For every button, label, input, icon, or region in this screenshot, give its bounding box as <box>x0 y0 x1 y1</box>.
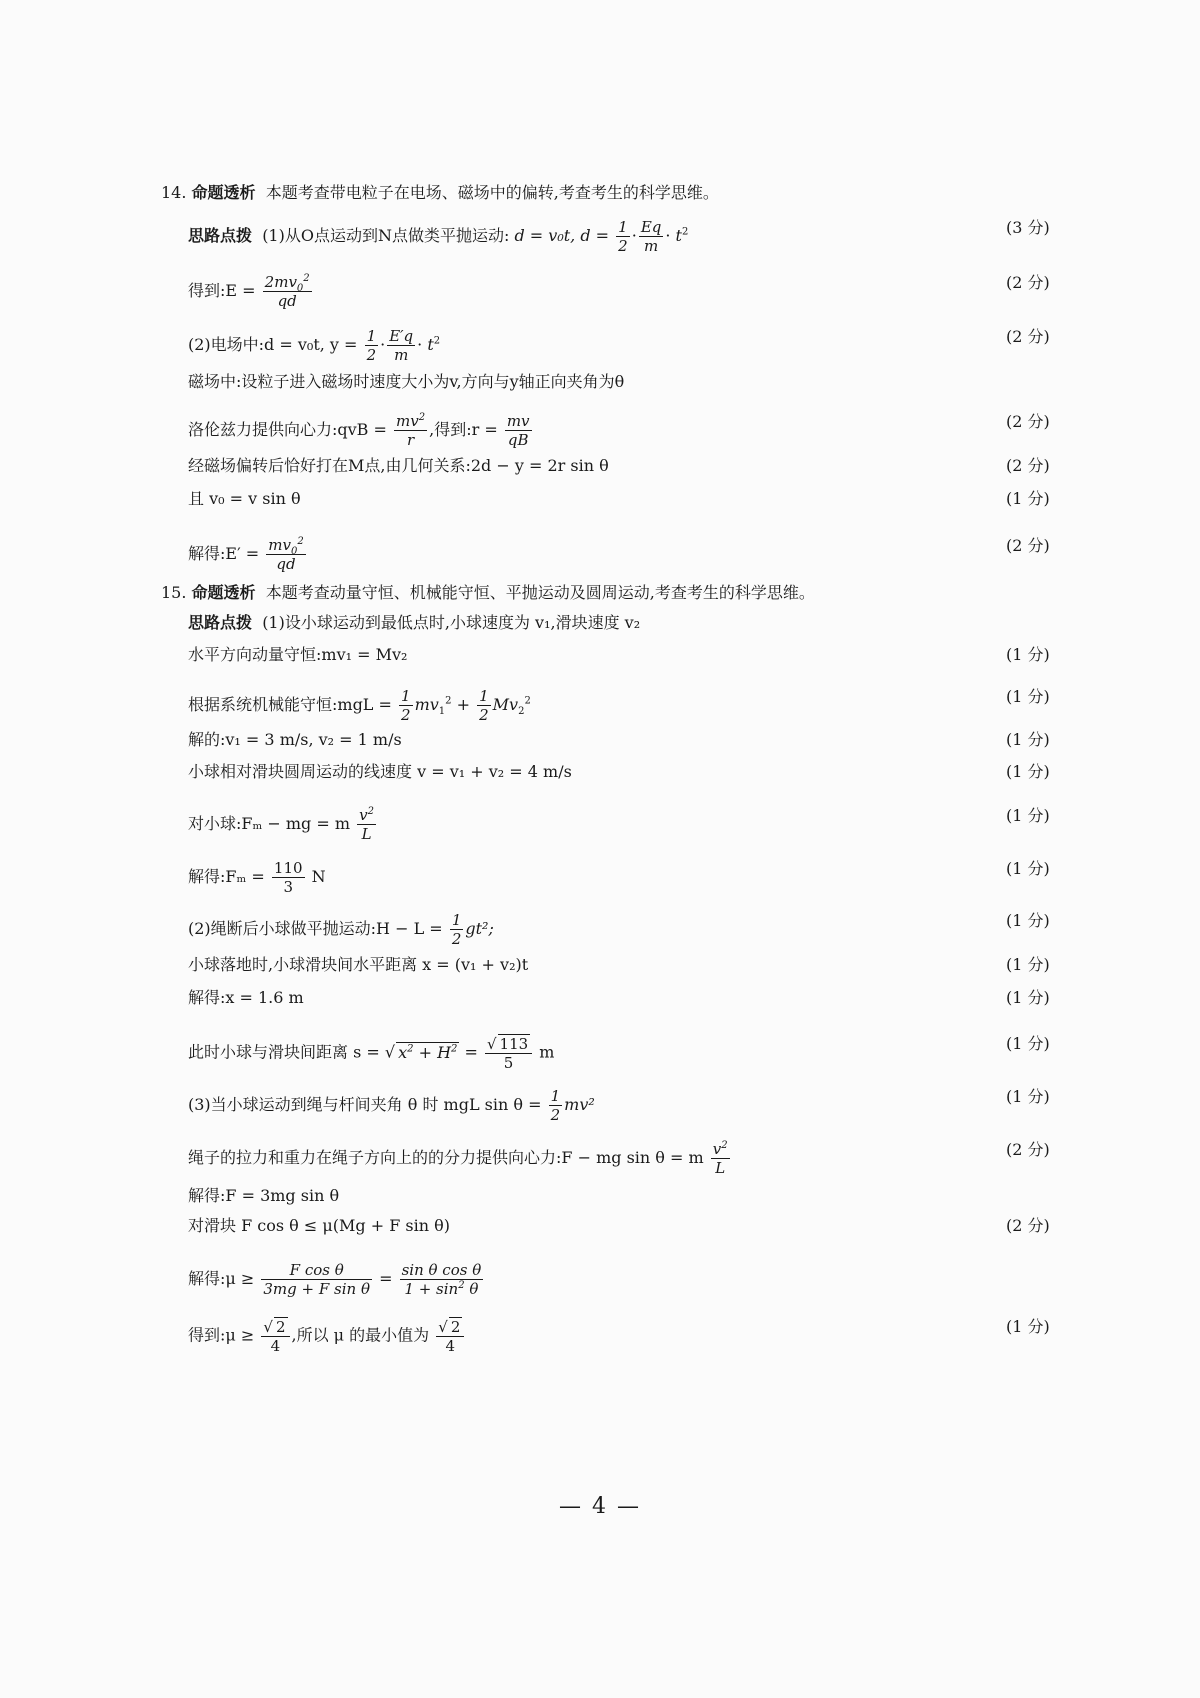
q15-line7-text: 解得:Fₘ = <box>188 867 265 886</box>
fraction: $\frac{2mv_0^2}{qd}$ <box>264 273 310 310</box>
fraction: $\frac{√ 2}{4}$ <box>436 1317 464 1355</box>
q15-line6-text: 对小球:Fₘ − mg = m <box>188 814 351 833</box>
fraction: $\frac{1}{2}$ <box>401 687 411 724</box>
q15-line3-text: 根据系统机械能守恒:mgL = <box>188 695 392 714</box>
q14-line5-text: 洛伦兹力提供向心力:qvB = <box>188 420 387 439</box>
score: (2 分) <box>1006 412 1050 431</box>
score: (1 分) <box>1006 762 1050 781</box>
score: (1 分) <box>1006 859 1050 878</box>
q14-line6-text: 经磁场偏转后恰好打在M点,由几何关系:2d − y = 2r sin θ <box>188 456 609 475</box>
score: (1 分) <box>1006 489 1050 508</box>
q15-number: 15. <box>161 583 187 602</box>
answer-page: 14. 命题透析 本题考查带电粒子在电场、磁场中的偏转,考查考生的科学思维。 思路点拨 (1)从O点运动到N点做类平抛运动: d = v₀t, d = $\frac{1}{2}$ · $\frac{Eq}{m}$ · $t^2$ (3 分) 得到:E = $\frac{2mv_0^2}{qd}$ (2 分) (2)电场中:d = v₀t, y = $\frac{1}{2}$ · $\frac{E'q}{m}$ · $t^2$ (2 分) 磁场中:设粒子进入磁场时速度大小为v,方向与y轴正向夹角为θ 洛伦兹力提供向心力:qvB = $\frac{mv^2}{r}$ ,得到:r = $\frac{mv}{qB}$ (2 分) 经磁场偏转后恰好打在M点,由几何关系:2d − y = 2r sin θ (2 分) 且 v₀ = v sin θ (1 分) 解得:E′ = $\frac{mv_0^2}{qd}$ (2 分) 15. 命题透析 本题考查动量守恒、机械能守恒、平抛运动及圆周运动,考查考生的科学思维。 思路点拨 (1)设小球运动到最低点时,小球速度为 v₁,滑块速度 v₂ 水平方向动量守恒:mv₁ = Mv₂ (1 分) 根据系统机械能守恒:mgL = $\frac{1}{2}$ $mv_1^2$ + $\frac{1}{2}$ $Mv_2^2$ (1 分) 解的:v₁ = 3 m/s, v₂ = 1 m/s (1 分) 小球相对滑块圆周运动的线速度 v = v₁ + v₂ = 4 m/s (1 分) 对小球:Fₘ − mg = m $\frac{v^2}{L}$ (1 分) 解得:Fₘ = $\frac{110}{3}$ N (1 分) (2)绳断后小球做平抛运动:H − L = $\frac{1}{2}$ gt²; (1 分) 小球落地时,小球滑块间水平距离 x = (v₁ + v₂)t (1 分) 解得:x = 1.6 m (1 分) 此时小球与滑块间距离 s = √ $x^2 + H^2$ = $\frac{√ 113}{5}$ m (1 分) (3)当小球运动到绳与杆间夹角 θ 时 mgL sin θ = $\frac{1}{2}$ mv² (1 分) 绳子的拉力和重力在绳子方向上的的分力提供向心力:F − mg sin θ = m $\frac{v^2}{L}$ (2 分) 解得:F = 3mg sin θ 对滑块 F cos θ ≤ μ(Mg + F sin θ) (2 分) 解得:μ ≥ $\frac{\text{F cos θ}}{\text{3mg + F sin θ}}$ = $\frac{\text{sin θ cos θ}}{1 + \sin^2 \theta}$ 得到:μ ≥ $\frac{√ 2}{4}$ ,所以 μ 的最小值为 $\frac{√ 2}{4}$ (1 分) — 4 — <box>0 0 1200 1698</box>
score: (1 分) <box>1006 687 1050 706</box>
page-number: — 4 — <box>559 1494 641 1519</box>
q14-line7-text: 且 v₀ = v sin θ <box>188 489 301 508</box>
fraction: $\frac{√ 113}{5}$ <box>485 1034 532 1072</box>
q14-line1-text: (1)从O点运动到N点做类平抛运动: <box>262 226 510 245</box>
score: (1 分) <box>1006 730 1050 749</box>
score: (1 分) <box>1006 806 1050 825</box>
q14-hint-tag: 思路点拨 <box>188 226 253 245</box>
score: (2 分) <box>1006 456 1050 475</box>
fraction: $\frac{Eq}{m}$ <box>640 218 662 255</box>
q15-line2-text: 水平方向动量守恒:mv₁ = Mv₂ <box>188 645 408 664</box>
q15-line4-text: 解的:v₁ = 3 m/s, v₂ = 1 m/s <box>188 730 402 749</box>
q14-line3-text: (2)电场中:d = v₀t, y = <box>188 335 358 354</box>
fraction: $\frac{1}{2}$ <box>550 1087 561 1124</box>
score: (1 分) <box>1006 988 1050 1007</box>
score: (1 分) <box>1006 955 1050 974</box>
fraction: $\frac{v^2}{L}$ <box>359 806 375 843</box>
fraction: $\frac{1}{2}$ <box>618 218 628 255</box>
q15-tag: 命题透析 <box>191 583 256 602</box>
q15-line17-mid: ,所以 μ 的最小值为 <box>291 1325 430 1345</box>
q15-line7-unit: N <box>311 867 326 886</box>
q15-line8-text: (2)绳断后小球做平抛运动:H − L = <box>188 919 443 938</box>
score: (1 分) <box>1006 911 1050 930</box>
score: (2 分) <box>1006 536 1050 555</box>
q14-tag: 命题透析 <box>191 183 256 202</box>
q15-line11-unit: m <box>539 1042 555 1062</box>
fraction: $\frac{mv}{qB}$ <box>506 412 530 449</box>
score: (1 分) <box>1006 1034 1050 1053</box>
q14-line4-text: 磁场中:设粒子进入磁场时速度大小为v,方向与y轴正向夹角为θ <box>188 372 625 391</box>
q15-line16-text: 解得:μ ≥ <box>188 1269 255 1288</box>
fraction: $\frac{mv^2}{r}$ <box>396 412 426 449</box>
q14-line1-eq: d = v₀t, d = <box>514 226 610 245</box>
q15-hint-tag: 思路点拨 <box>188 613 253 632</box>
q15-line8-tail: gt²; <box>465 919 494 938</box>
q15-line1-text: (1)设小球运动到最低点时,小球速度为 v₁,滑块速度 v₂ <box>262 613 641 632</box>
q14-line2-text: 得到:E = <box>188 281 256 300</box>
fraction: $\frac{1}{2}$ <box>366 327 377 364</box>
fraction: $\frac{√ 2}{4}$ <box>261 1317 289 1355</box>
score: (1 分) <box>1006 1087 1050 1106</box>
q14-line5-mid: ,得到:r = <box>429 420 498 439</box>
score: (2 分) <box>1006 327 1050 346</box>
q15-line17-text: 得到:μ ≥ <box>188 1325 255 1345</box>
q15-line5-text: 小球相对滑块圆周运动的线速度 v = v₁ + v₂ = 4 m/s <box>188 762 572 781</box>
score: (1 分) <box>1006 1317 1050 1336</box>
q15-line12-text: (3)当小球运动到绳与杆间夹角 θ 时 mgL sin θ = <box>188 1095 542 1114</box>
fraction: $\frac{110}{3}$ <box>273 859 303 896</box>
score: (2 分) <box>1006 273 1050 292</box>
q15-line11-text: 此时小球与滑块间距离 s = <box>188 1042 380 1062</box>
q15-line10-text: 解得:x = 1.6 m <box>188 988 304 1007</box>
fraction: $\frac{1}{2}$ <box>451 911 462 948</box>
fraction: $\frac{\text{sin θ cos θ}}{1 + \sin^2 \theta}$ <box>401 1261 482 1298</box>
q14-line8-text: 解得:E′ = <box>188 544 260 563</box>
q15-line14-text: 解得:F = 3mg sin θ <box>188 1186 340 1205</box>
fraction: $\frac{mv_0^2}{qd}$ <box>268 536 304 573</box>
q14-intro: 本题考查带电粒子在电场、磁场中的偏转,考查考生的科学思维。 <box>265 183 719 202</box>
q15-line9-text: 小球落地时,小球滑块间水平距离 x = (v₁ + v₂)t <box>188 955 529 974</box>
q15-line13-text: 绳子的拉力和重力在绳子方向上的的分力提供向心力:F − mg sin θ = m <box>188 1148 704 1167</box>
score: (2 分) <box>1006 1216 1050 1235</box>
score: (1 分) <box>1006 645 1050 664</box>
fraction: $\frac{\text{F cos θ}}{\text{3mg + F sin θ}}$ <box>263 1261 370 1298</box>
q15-intro: 本题考查动量守恒、机械能守恒、平抛运动及圆周运动,考查考生的科学思维。 <box>265 583 815 602</box>
q14-number: 14. <box>161 183 187 202</box>
q15-line15-text: 对滑块 F cos θ ≤ μ(Mg + F sin θ) <box>188 1216 451 1235</box>
score: (2 分) <box>1006 1140 1050 1159</box>
sqrt: $x^2 + H^2$ <box>398 1042 458 1062</box>
fraction: $\frac{v^2}{L}$ <box>712 1140 728 1177</box>
score: (3 分) <box>1006 218 1050 237</box>
q15-line12-tail: mv² <box>564 1095 595 1114</box>
fraction: $\frac{1}{2}$ <box>479 687 489 724</box>
fraction: $\frac{E'q}{m}$ <box>389 327 414 364</box>
